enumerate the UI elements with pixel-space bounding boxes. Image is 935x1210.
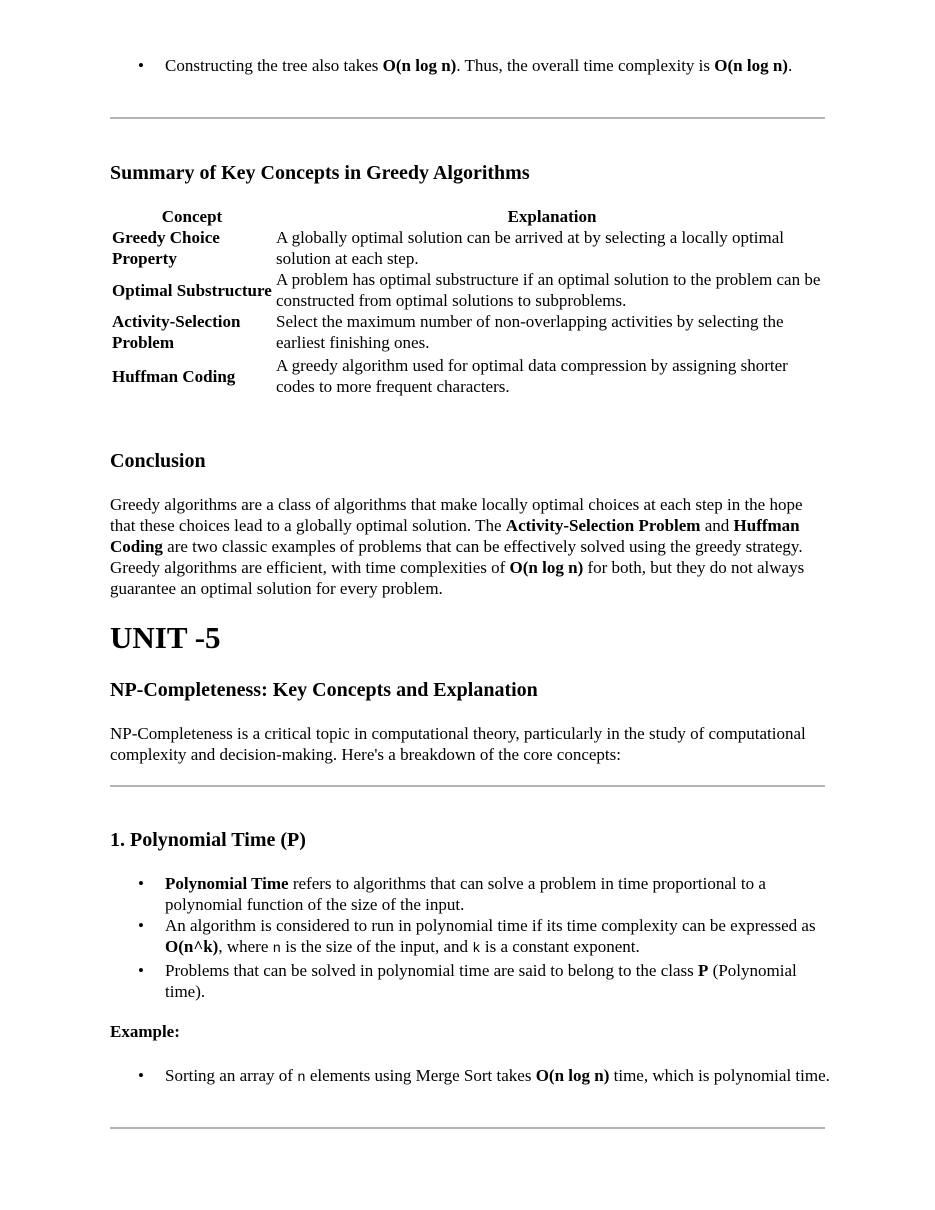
bold-text: O(n log n) — [509, 558, 584, 577]
example-bullet-list — [110, 1065, 830, 1089]
text: time, which is polynomial time. — [609, 1066, 830, 1085]
np-intro-paragraph: NP-Completeness is a critical topic in computational theory, particularly in the study of computational complexity and decision-making. Here's a breakdown of the core concepts: — [110, 724, 806, 764]
inline-code: n — [297, 1070, 306, 1086]
table-row — [110, 227, 830, 269]
divider — [110, 117, 825, 119]
np-heading: NP-Completeness: Key Concepts and Explanation — [110, 679, 538, 701]
text: for both, but they do not always guarantee an optimal solution for every problem. — [110, 558, 805, 598]
explanation-cell: A greedy algorithm used for optimal data compression by assigning shorter codes to more frequent characters. — [276, 356, 788, 396]
text: Constructing the tree also takes — [165, 56, 383, 75]
text: An algorithm is considered to run in polynomial time if its time complexity can be expressed as — [165, 916, 816, 935]
divider — [110, 1127, 825, 1129]
list-item — [165, 873, 830, 915]
polynomial-bullet-list — [110, 873, 830, 1002]
inline-code: k — [472, 941, 481, 957]
bold-text: O(n log n) — [714, 56, 788, 75]
text: . Thus, the overall time complexity is — [456, 56, 715, 75]
summary-heading: Summary of Key Concepts in Greedy Algorithms — [110, 162, 530, 184]
example-label — [110, 1021, 180, 1042]
explanation-cell: Select the maximum number of non-overlapping activities by selecting the earliest finishing ones. — [276, 312, 784, 352]
unit-title: UNIT -5 — [110, 620, 221, 655]
bold-text: O(n log n) — [382, 56, 457, 75]
explanation-cell: A globally optimal solution can be arrived at by selecting a locally optimal solution at each step. — [276, 228, 784, 268]
bold-text: O(n log n) — [535, 1066, 610, 1085]
list-item — [165, 55, 830, 76]
bold-text: Example: — [110, 1022, 180, 1041]
bold-text: P — [698, 961, 709, 980]
inline-code: n — [272, 941, 282, 957]
text: Problems that can be solved in polynomial time are said to belong to the class — [165, 961, 699, 980]
text: Sorting an array of — [165, 1066, 298, 1085]
text: elements using Merge Sort takes — [305, 1066, 536, 1085]
text: is the size of the input, and — [281, 937, 473, 956]
summary-table — [110, 206, 830, 397]
concept-cell: Greedy Choice Property — [112, 228, 220, 268]
list-item — [165, 915, 830, 960]
column-header-explanation: Explanation — [507, 207, 597, 226]
text: and — [700, 516, 734, 535]
table-row — [110, 311, 830, 353]
text: , where — [218, 937, 273, 956]
bold-text: Huffman Coding — [110, 516, 800, 556]
bold-text: O(n^k) — [165, 937, 219, 956]
polynomial-heading: 1. Polynomial Time (P) — [110, 829, 306, 851]
concept-cell: Activity-Selection Problem — [112, 312, 241, 352]
text: . — [787, 56, 793, 75]
top-bullet-list — [110, 55, 830, 76]
bold-text: Polynomial Time — [165, 874, 289, 893]
bold-text: Activity-Selection Problem — [505, 516, 701, 535]
divider — [110, 785, 825, 787]
text: (Polynomial time). — [165, 961, 797, 1001]
conclusion-heading: Conclusion — [110, 450, 206, 472]
explanation-cell: A problem has optimal substructure if an optimal solution to the problem can be constructed from optimal solutions to subproblems. — [276, 270, 821, 310]
text: refers to algorithms that can solve a problem in time proportional to a polynomial function of the size of the input. — [165, 874, 766, 914]
table-row — [110, 353, 830, 397]
text: is a constant exponent. — [480, 937, 640, 956]
concept-cell: Huffman Coding — [112, 366, 236, 386]
list-item — [165, 960, 830, 1002]
column-header-concept: Concept — [161, 207, 223, 226]
conclusion-paragraph — [110, 494, 830, 599]
table-header-row — [110, 206, 830, 227]
concept-cell: Optimal Substructure — [112, 280, 272, 300]
text: Greedy algorithms are a class of algorithms that make locally optimal choices at each step in the hope that these choices lead to a globally optimal solution. The — [110, 495, 803, 535]
text: are two classic examples of problems that can be effectively solved using the greedy strategy. Greedy algorithms are efficient, with time complexities of — [110, 537, 803, 577]
table-row — [110, 269, 830, 311]
list-item — [165, 1065, 830, 1089]
